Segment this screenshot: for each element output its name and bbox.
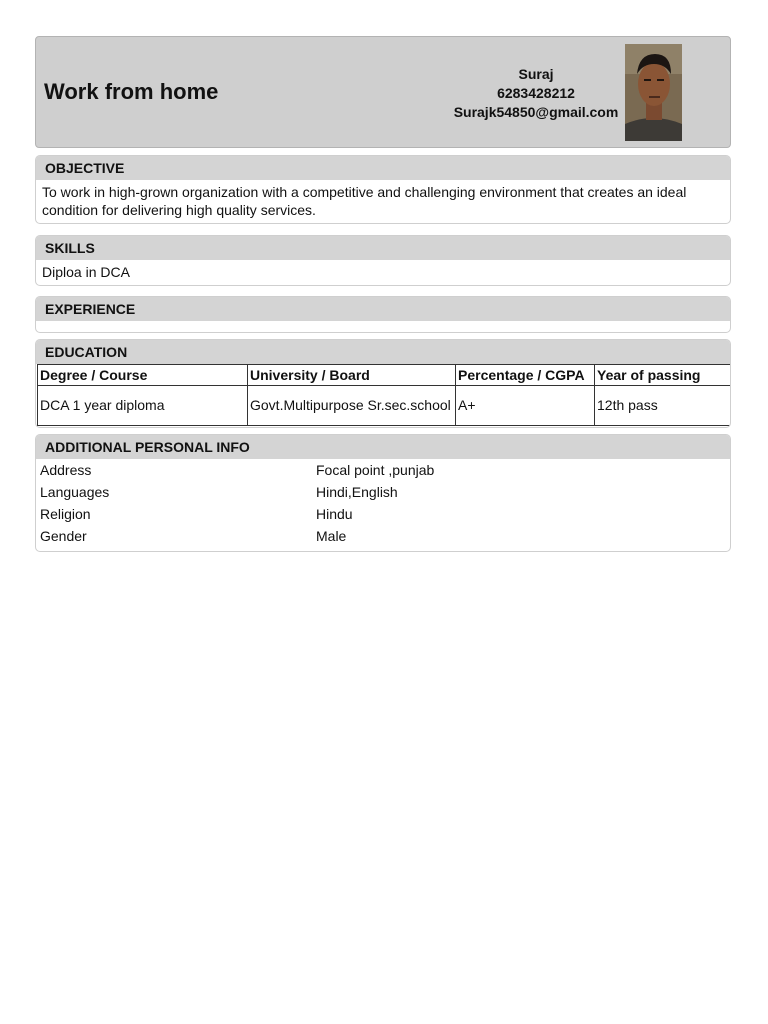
objective-section bbox=[35, 155, 731, 224]
table-cell: DCA 1 year diploma bbox=[38, 386, 248, 426]
personal-info-section bbox=[35, 434, 731, 552]
personal-info-heading: ADDITIONAL PERSONAL INFO bbox=[36, 435, 730, 459]
info-value: Focal point ,punjab bbox=[316, 462, 435, 478]
info-label: Religion bbox=[40, 506, 91, 522]
profile-photo-image bbox=[625, 44, 682, 141]
info-value: Hindu bbox=[316, 506, 353, 522]
education-header-row bbox=[38, 365, 731, 386]
list-item bbox=[36, 481, 730, 503]
info-label: Languages bbox=[40, 484, 110, 500]
column-header: University / Board bbox=[248, 365, 456, 386]
column-header: Degree / Course bbox=[38, 365, 248, 386]
table-row bbox=[38, 386, 731, 426]
candidate-email: Surajk54850@gmail.com bbox=[453, 104, 619, 120]
candidate-name: Suraj bbox=[518, 66, 554, 82]
resume-header bbox=[35, 36, 731, 148]
column-header: Year of passing bbox=[595, 365, 731, 386]
list-item bbox=[36, 525, 730, 547]
profile-photo bbox=[625, 44, 682, 141]
skills-heading: SKILLS bbox=[36, 236, 730, 260]
table-cell: Govt.Multipurpose Sr.sec.school bbox=[248, 386, 456, 426]
info-label: Gender bbox=[40, 528, 87, 544]
objective-text: To work in high-grown organization with a competitive and challenging environment that creates an ideal condition for delivering high quality services. bbox=[42, 184, 687, 218]
experience-section bbox=[35, 296, 731, 333]
list-item bbox=[36, 459, 730, 481]
personal-info-list bbox=[36, 459, 730, 551]
info-value: Hindi,English bbox=[316, 484, 398, 500]
info-label: Address bbox=[40, 462, 92, 478]
list-item bbox=[36, 503, 730, 525]
experience-heading: EXPERIENCE bbox=[36, 297, 730, 321]
column-header: Percentage / CGPA bbox=[456, 365, 595, 386]
table-cell: A+ bbox=[456, 386, 595, 426]
education-table bbox=[37, 364, 731, 426]
table-cell: 12th pass bbox=[595, 386, 731, 426]
info-value: Male bbox=[316, 528, 347, 544]
contact-block bbox=[436, 65, 636, 122]
skills-section bbox=[35, 235, 731, 286]
education-section bbox=[35, 339, 731, 428]
resume-title: Work from home bbox=[44, 79, 219, 104]
education-heading: EDUCATION bbox=[36, 340, 730, 364]
objective-heading: OBJECTIVE bbox=[36, 156, 730, 180]
skills-text: Diploa in DCA bbox=[42, 264, 130, 280]
candidate-phone: 6283428212 bbox=[497, 85, 575, 101]
